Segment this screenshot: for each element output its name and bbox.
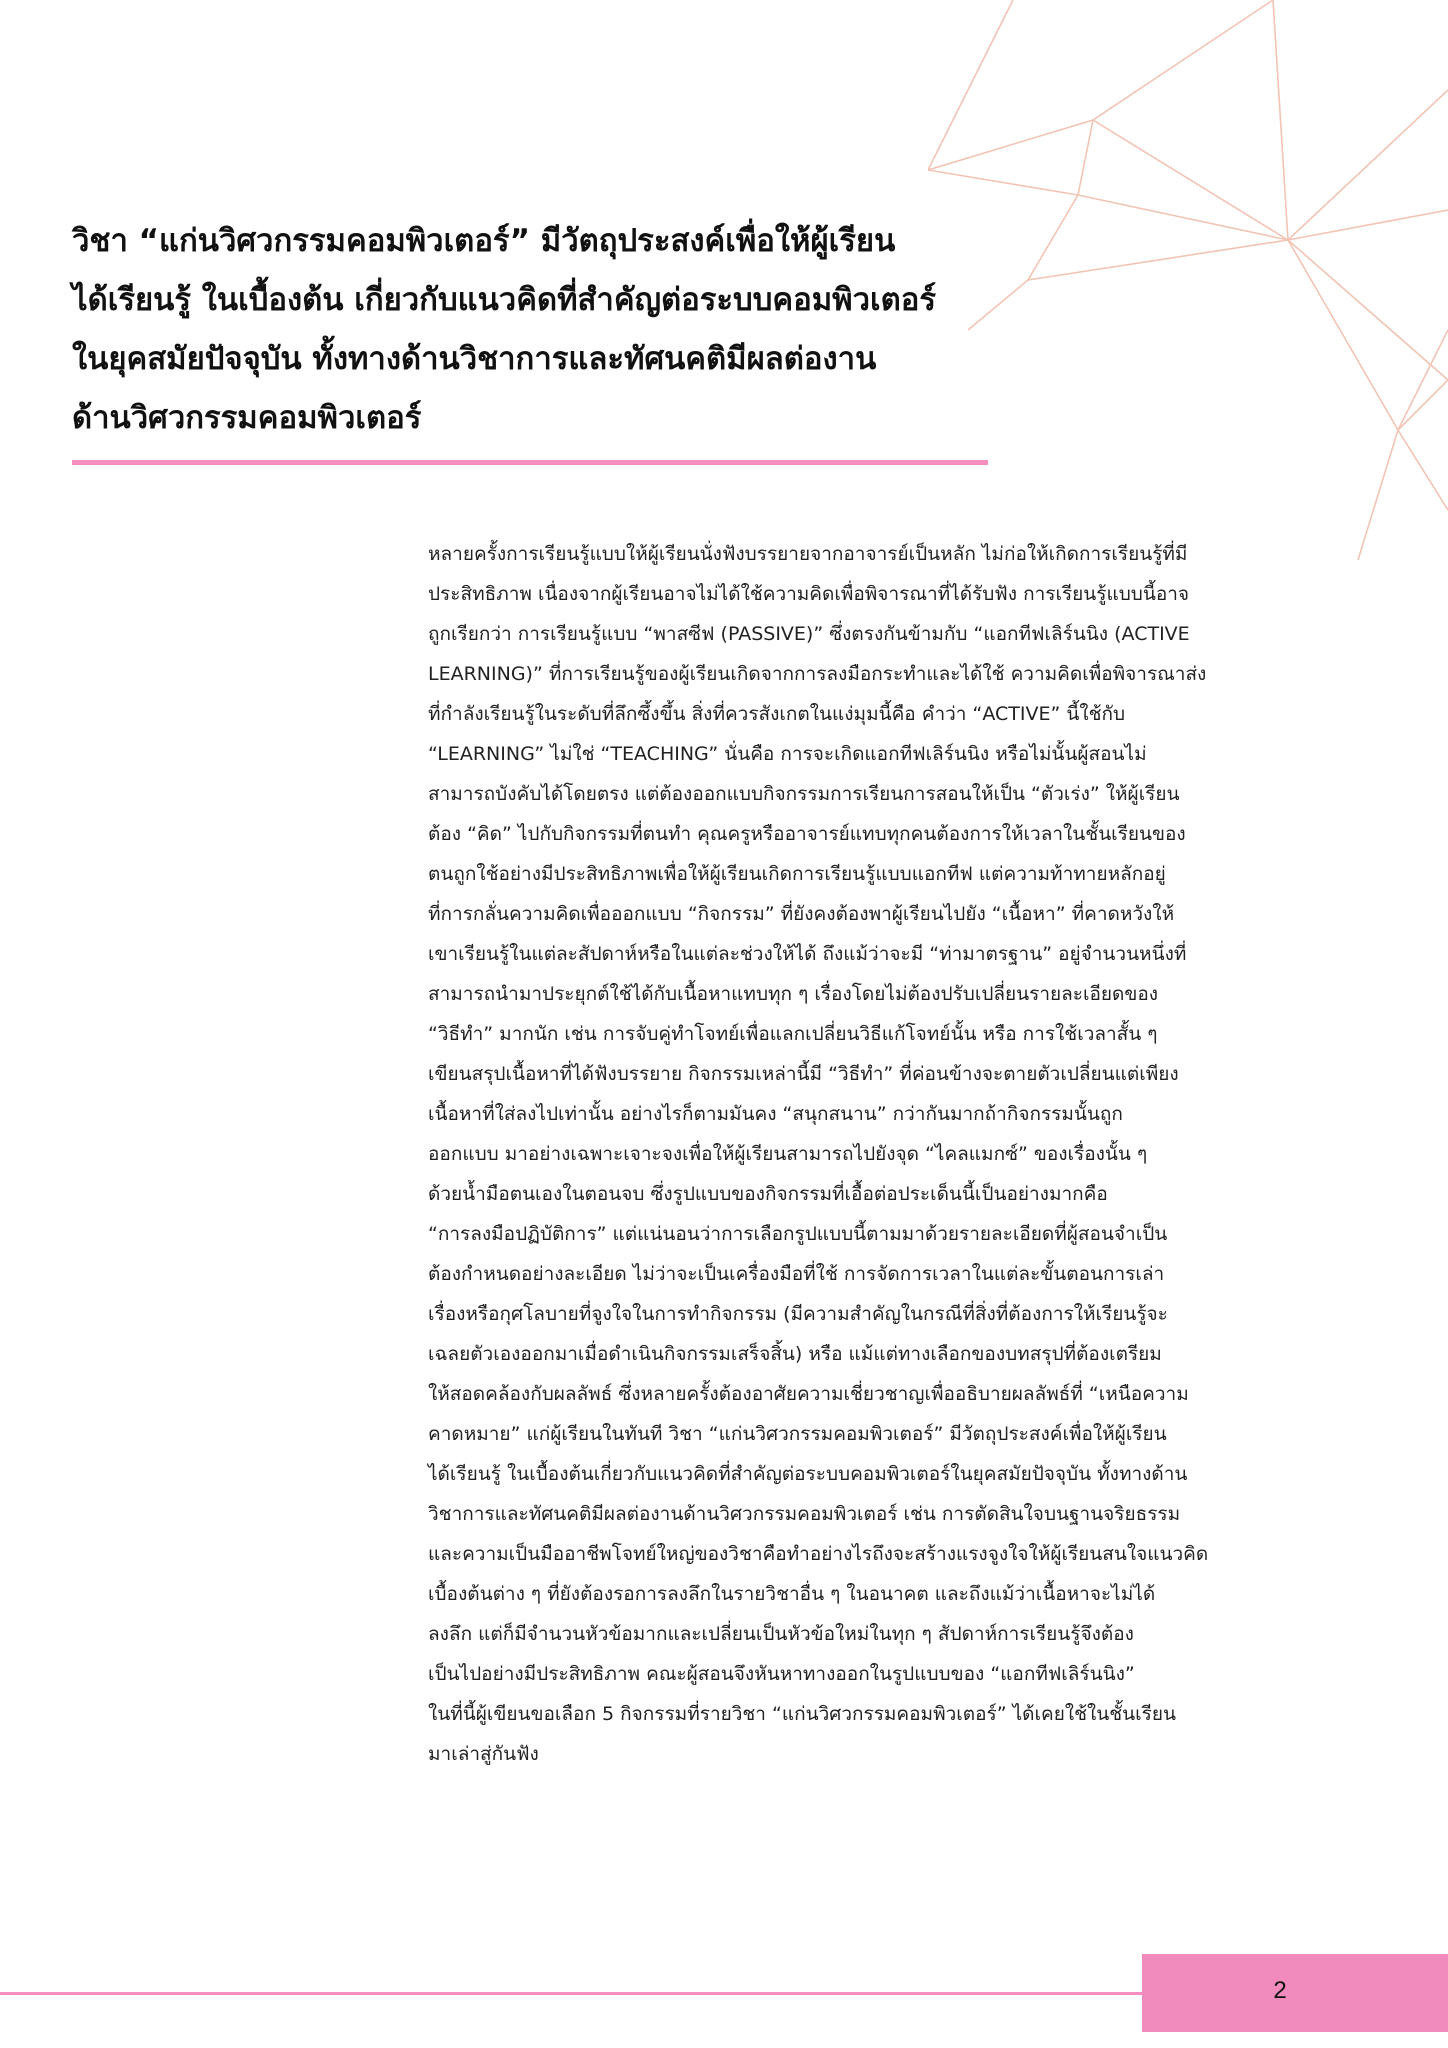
body-line: และความเป็นมืออาชีพโจทย์ใหญ่ของวิชาคือทำอย่างไรถึงจะสร้างแรงจูงใจให้ผู้เรียนสนใจแนวคิด [428,1543,1209,1565]
body-line: ให้สอดคล้องกับผลลัพธ์ ซึ่งหลายครั้งต้องอาศัยความเชี่ยวชาญเพื่ออธิบายผลลัพธ์ที่ “เหนือความ [428,1383,1189,1405]
page-heading [72,212,1082,448]
body-line: หลายครั้งการเรียนรู้แบบให้ผู้เรียนนั่งฟังบรรยายจากอาจารย์เป็นหลัก ไม่ก่อให้เกิดการเรียนรู้ที่มี [428,543,1188,565]
body-paragraph [428,534,1308,1774]
heading-line: ด้านวิศวกรรมคอมพิวเตอร์ [72,400,422,436]
body-line: เขียนสรุปเนื้อหาที่ได้ฟังบรรยาย กิจกรรมเหล่านี้มี “วิธีทำ” ที่ค่อนข้างจะตายตัวเปลี่ยนแต่เพียง [428,1063,1179,1085]
footer-rule [0,1992,1142,1995]
body-line: เนื้อหาที่ใส่ลงไปเท่านั้น อย่างไรก็ตามมันคง “สนุกสนาน” กว่ากันมากถ้ากิจกรรมนั้นถูก [428,1103,1123,1125]
body-line: ลงลึก แต่ก็มีจำนวนหัวข้อมากและเปลี่ยนเป็นหัวข้อใหม่ในทุก ๆ สัปดาห์การเรียนรู้จึงต้อง [428,1623,1134,1645]
page-number-tab [1142,1954,1448,2032]
heading-line: วิชา “แก่นวิศวกรรมคอมพิวเตอร์” มีวัตถุประสงค์เพื่อให้ผู้เรียน [72,223,896,259]
body-line: ต้องกำหนดอย่างละเอียด ไม่ว่าจะเป็นเครื่องมือที่ใช้ การจัดการเวลาในแต่ละขั้นตอนการเล่า [428,1263,1165,1285]
body-line: เรื่องหรือกุศโลบายที่จูงใจในการทำกิจกรรม (มีความสำคัญในกรณีที่สิ่งที่ต้องการให้เรียนรู้จะ [428,1303,1168,1325]
body-line: “LEARNING” ไม่ใช่ “TEACHING” นั่นคือ การจะเกิดแอกทีฟเลิร์นนิง หรือไม่นั้นผู้สอนไม่ [428,743,1147,765]
heading-line: ในยุคสมัยปัจจุบัน ทั้งทางด้านวิชาการและทัศนคติมีผลต่องาน [72,341,877,377]
body-line: มาเล่าสู่กันฟัง [428,1743,539,1765]
body-line: ได้เรียนรู้ ในเบื้องต้นเกี่ยวกับแนวคิดที่สำคัญต่อระบบคอมพิวเตอร์ในยุคสมัยปัจจุบัน ทั้งทางด้าน [428,1463,1188,1485]
heading-underline [72,460,988,465]
body-line: “วิธีทำ” มากนัก เช่น การจับคู่ทำโจทย์เพื่อแลกเปลี่ยนวิธีแก้โจทย์นั้น หรือ การใช้เวลาสั้น ๆ [428,1023,1158,1045]
body-line: ที่การกลั่นความคิดเพื่อออกแบบ “กิจกรรม” ที่ยังคงต้องพาผู้เรียนไปยัง “เนื้อหา” ที่คาดหวังให้ [428,903,1175,925]
body-line: สามารถนำมาประยุกต์ใช้ได้กับเนื้อหาแทบทุก ๆ เรื่องโดยไม่ต้องปรับเปลี่ยนรายละเอียดของ [428,983,1159,1005]
body-line: เบื้องต้นต่าง ๆ ที่ยังต้องรอการลงลึกในรายวิชาอื่น ๆ ในอนาคต และถึงแม้ว่าเนื้อหาจะไม่ได้ [428,1583,1156,1605]
body-line: ในที่นี้ผู้เขียนขอเลือก 5 กิจกรรมที่รายวิชา “แก่นวิศวกรรมคอมพิวเตอร์” ได้เคยใช้ในชั้นเรียน [428,1703,1176,1725]
body-line: คาดหมาย” แก่ผู้เรียนในทันที วิชา “แก่นวิศวกรรมคอมพิวเตอร์” มีวัตถุประสงค์เพื่อให้ผู้เรียน [428,1423,1167,1445]
body-line: สามารถบังคับได้โดยตรง แต่ต้องออกแบบกิจกรรมการเรียนการสอนให้เป็น “ตัวเร่ง” ให้ผู้เรียน [428,783,1180,805]
page-number: 2 [1273,1977,1287,2004]
body-line: ถูกเรียกว่า การเรียนรู้แบบ “พาสซีฟ (PASSIVE)” ซึ่งตรงกันข้ามกับ “แอกทีฟเลิร์นนิง (ACTIVE [428,623,1190,645]
body-line: ต้อง “คิด” ไปกับกิจกรรมที่ตนทำ คุณครูหรืออาจารย์แทบทุกคนต้องการให้เวลาในชั้นเรียนของ [428,823,1186,845]
body-line: LEARNING)” ที่การเรียนรู้ของผู้เรียนเกิดจากการลงมือกระทำและได้ใช้ ความคิดเพื่อพิจารณาส่ง [428,663,1207,685]
body-line: ออกแบบ มาอย่างเฉพาะเจาะจงเพื่อให้ผู้เรียนสามารถไปยังจุด “ไคลแมกซ์” ของเรื่องนั้น ๆ [428,1143,1148,1165]
body-line: เขาเรียนรู้ในแต่ละสัปดาห์หรือในแต่ละช่วงให้ได้ ถึงแม้ว่าจะมี “ท่ามาตรฐาน” อยู่จำนวนหนึ่งที่ [428,943,1187,965]
body-line: วิชาการและทัศนคติมีผลต่องานด้านวิศวกรรมคอมพิวเตอร์ เช่น การตัดสินใจบนฐานจริยธรรม [428,1503,1181,1525]
heading-line: ได้เรียนรู้ ในเบื้องต้น เกี่ยวกับแนวคิดที่สำคัญต่อระบบคอมพิวเตอร์ [72,282,937,318]
body-line: เป็นไปอย่างมีประสิทธิภาพ คณะผู้สอนจึงหันหาทางออกในรูปแบบของ “แอกทีฟเลิร์นนิง” [428,1663,1135,1685]
body-line: เฉลยตัวเองออกมาเมื่อดำเนินกิจกรรมเสร็จสิ้น) หรือ แม้แต่ทางเลือกของบทสรุปที่ต้องเตรียม [428,1343,1162,1365]
body-line: ประสิทธิภาพ เนื่องจากผู้เรียนอาจไม่ได้ใช้ความคิดเพื่อพิจารณาที่ได้รับฟัง การเรียนรู้แบบนี้อาจ [428,583,1190,605]
body-line: ด้วยน้ำมือตนเองในตอนจบ ซึ่งรูปแบบของกิจกรรมที่เอื้อต่อประเด็นนี้เป็นอย่างมากคือ [428,1183,1108,1205]
body-line: ที่กำลังเรียนรู้ในระดับที่ลึกซึ้งขึ้น สิ่งที่ควรสังเกตในแง่มุมนี้คือ คำว่า “ACTIVE” นี้ใช้กับ [428,703,1126,725]
body-line: “การลงมือปฏิบัติการ” แต่แน่นอนว่าการเลือกรูปแบบนี้ตามมาด้วยรายละเอียดที่ผู้สอนจำเป็น [428,1223,1168,1245]
body-line: ตนถูกใช้อย่างมีประสิทธิภาพเพื่อให้ผู้เรียนเกิดการเรียนรู้แบบแอกทีฟ แต่ความท้าทายหลักอยู่ [428,863,1166,885]
